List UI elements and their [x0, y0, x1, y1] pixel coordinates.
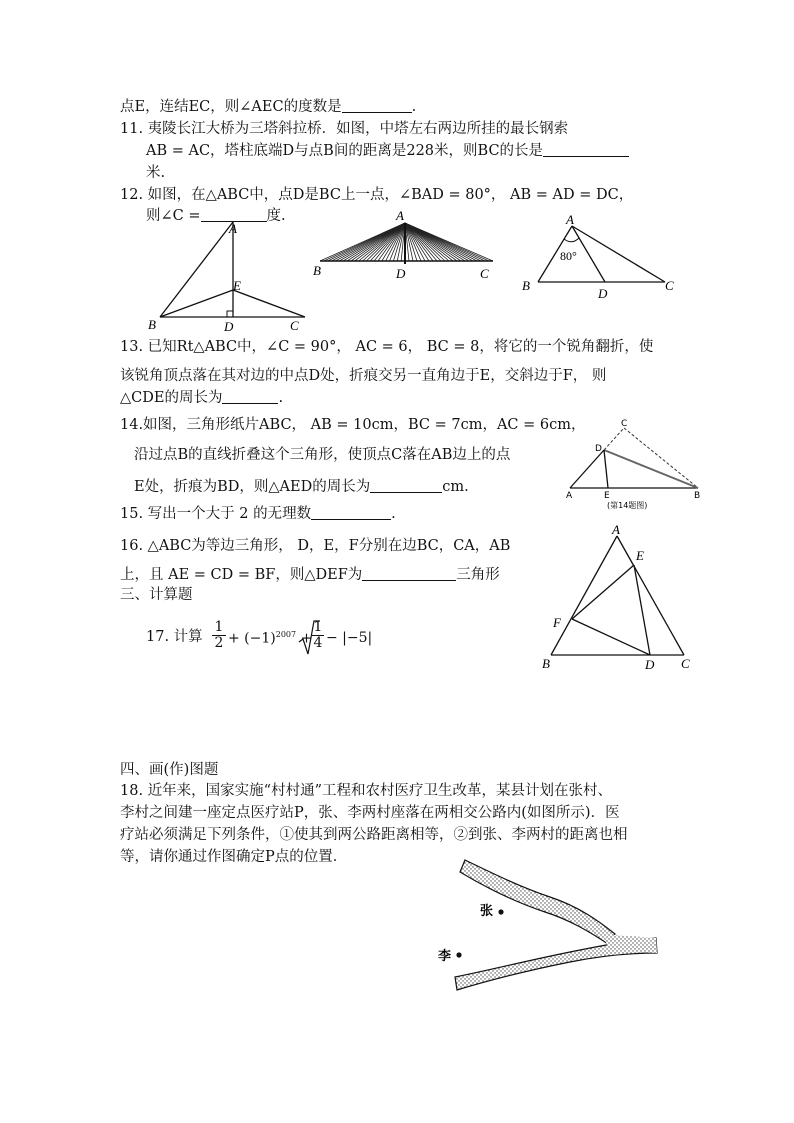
answer-blank[interactable]	[370, 478, 442, 493]
village-zhang-dot	[498, 909, 503, 914]
answer-blank[interactable]	[222, 389, 278, 404]
q18-line2: 李村之间建一座定点医疗站P，张、李两村座落在两相交公路内(如图所示)．医	[120, 805, 620, 821]
q17-label: 17. 计算	[146, 629, 203, 645]
label-C: C	[480, 266, 489, 281]
sqrt-denominator: 4	[313, 635, 323, 651]
figure-fold-triangle	[562, 414, 712, 510]
exponent: 2007	[275, 630, 297, 639]
q18-line3: 疗站必须满足下列条件，①使其到两公路距离相等，②到张、李两村的距离也相	[120, 827, 628, 843]
q13-end: .	[278, 390, 284, 406]
label-B: B	[522, 278, 530, 293]
q16-suffix: 三角形	[456, 567, 500, 583]
label-D: D	[645, 657, 655, 672]
label-C: C	[681, 656, 690, 671]
q16-text: 上，且 AE = CD = BF，则△DEF为	[120, 567, 363, 583]
q14-text: E处，折痕为BD，则△AED的周长为	[134, 479, 371, 495]
q17-tail: − |−5|	[326, 630, 373, 646]
figure-triangle-abc-altitude	[140, 212, 310, 337]
q14-line2: 沿过点B的直线折叠这个三角形，使顶点C落在AB边上的点	[134, 447, 511, 463]
q11-text: AB = AC，塔柱底端D与点B间的距离是228米，则BC的长是	[146, 143, 544, 159]
q16-line1: 16. △ABC为等边三角形， D，E，F分别在边BC，CA，AB	[120, 538, 511, 554]
q12-line1: 12. 如图，在△ABC中，点D是BC上一点，∠BAD = 80°， AB = AD = DC，	[120, 187, 634, 203]
q15-line	[120, 505, 396, 523]
label-B: B	[694, 491, 701, 501]
sqrt-numerator: 1	[313, 619, 323, 635]
q17-sqrt-fraction	[312, 620, 324, 651]
village-li-label: 李	[438, 949, 452, 964]
answer-blank[interactable]	[543, 142, 629, 157]
q18-line1: 18. 近年来，国家实施“村村通”工程和农村医疗卫生改革，某县计划在张村、	[120, 783, 612, 799]
label-D: D	[396, 266, 406, 281]
q10-text: 点E，连结EC，则∠AEC的度数是	[120, 99, 342, 115]
label-A: A	[396, 208, 404, 223]
frac-denominator: 2	[212, 635, 226, 651]
label-E: E	[604, 491, 610, 501]
q12-text: 则∠C =	[146, 208, 201, 224]
label-D: D	[224, 319, 234, 334]
answer-blank[interactable]	[362, 566, 456, 581]
q11-line1: 11. 夷陵长江大桥为三塔斜拉桥．如图，中塔左右两边所挂的最长钢索	[120, 121, 569, 137]
q14-unit: cm.	[442, 479, 469, 495]
label-A: A	[566, 491, 573, 501]
plus-sign: +	[300, 630, 313, 647]
q15-text: 15. 写出一个大于 2 的无理数	[120, 506, 312, 522]
answer-blank[interactable]	[342, 98, 412, 113]
q13-line1: 13. 已知Rt△ABC中，∠C = 90°， AC = 6， BC = 8，将它的一个锐角翻折，使	[120, 339, 654, 355]
figure-caption: (第14题图)	[607, 501, 648, 510]
label-D: D	[595, 444, 602, 454]
label-C: C	[665, 278, 674, 293]
figure-equilateral-def	[538, 522, 703, 672]
q11-line2	[146, 142, 629, 160]
q14-line1: 14.如图，三角形纸片ABC， AB = 10cm，BC = 7cm，AC = 6cm，	[120, 417, 586, 433]
answer-blank[interactable]	[311, 505, 391, 520]
q13-line3	[120, 389, 283, 407]
label-F: F	[553, 615, 561, 630]
label-E: E	[233, 278, 241, 293]
label-A: A	[229, 221, 237, 236]
q14-line3	[134, 478, 469, 496]
label-B: B	[542, 656, 550, 671]
village-zhang-label: 张	[480, 904, 494, 919]
section-4-heading: 四、画(作)图题	[120, 762, 219, 778]
q17-fraction	[212, 620, 226, 651]
q12-unit: 度.	[266, 208, 286, 224]
q15-end: .	[391, 506, 396, 522]
angle-label: 80°	[560, 249, 577, 263]
frac-numerator: 1	[214, 619, 224, 635]
q18-line4: 等，请你通过作图确定P点的位置．	[120, 849, 348, 865]
q11-line3: 米.	[146, 165, 166, 181]
label-C: C	[290, 318, 299, 333]
label-D: D	[598, 286, 608, 301]
bridge-cable	[405, 223, 437, 261]
q13-line2: 该锐角顶点落在其对边的中点D处，折痕交另一直角边于E，交斜边于F， 则	[120, 368, 607, 384]
q10-tail	[120, 98, 416, 116]
figure-bridge	[310, 206, 500, 286]
q10-end: .	[411, 99, 417, 115]
village-li-dot	[456, 952, 461, 957]
bridge-cable	[374, 223, 405, 261]
map-roads	[430, 852, 670, 1002]
label-B: B	[148, 317, 156, 332]
term-minus-one: + (−1)	[228, 630, 276, 647]
q13-text: △CDE的周长为	[120, 390, 223, 406]
label-C: C	[621, 419, 628, 429]
q16-line2	[120, 566, 500, 584]
section-3-heading: 三、计算题	[120, 587, 193, 603]
label-A: A	[612, 522, 620, 537]
label-A: A	[566, 212, 574, 227]
figure-triangle-80	[520, 212, 680, 304]
label-B: B	[313, 263, 321, 278]
label-E: E	[636, 548, 644, 563]
